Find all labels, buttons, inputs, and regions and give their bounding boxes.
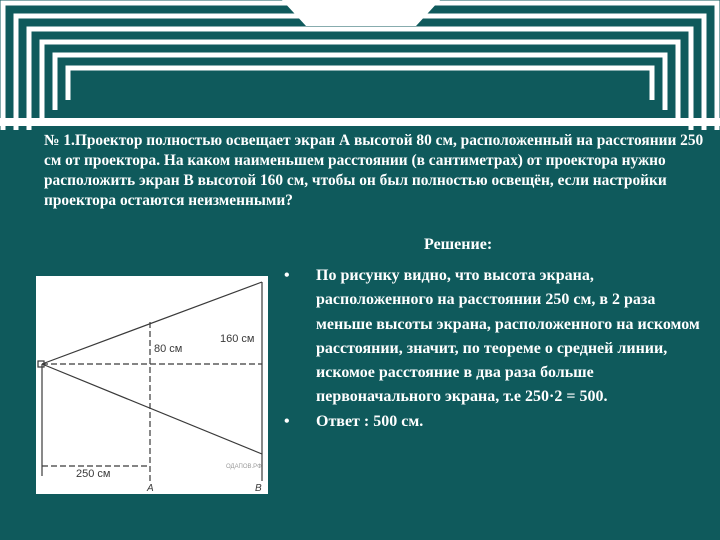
bullet-icon: •	[284, 412, 290, 430]
frame-line-5	[55, 55, 665, 110]
figure-background	[36, 276, 268, 494]
label-160cm: 160 см	[220, 333, 255, 345]
label-b: B	[255, 483, 262, 494]
projector-diagram	[36, 276, 268, 494]
solution-answer	[284, 410, 704, 434]
bullet-icon: •	[284, 267, 290, 284]
frame-bottom-bar	[0, 118, 720, 126]
solution-title: Решение:	[424, 236, 493, 253]
frame-line-2	[16, 16, 704, 130]
frame-top-trapezoid	[282, 0, 440, 26]
problem-statement: № 1.Проектор полностью освещает экран А высотой 80 см, расположенный на расстоянии 250 см от проектора. На каком наименьшем расстоянии (в сантиметрах) от проектора нужно расположить экран В высотой 160 см, чтобы он был полностью освещён, если настройки проектора остаются неизменными?	[44, 132, 704, 209]
watermark: ОДАПОВ.РФ	[226, 464, 262, 470]
label-250cm: 250 см	[76, 468, 111, 480]
label-80cm: 80 см	[154, 343, 183, 355]
solution-list	[284, 264, 704, 434]
solution-step	[284, 264, 704, 410]
solution-step-text: По рисунку видно, что высота экрана, расположенного на расстоянии 250 см, в 2 раза меньше высоты экрана, расположенного на искомом расстоянии, значит, по теореме о средней линии, искомое расстояние в два раза больше первоначального экрана, т.е 250·2 = 500.	[316, 267, 700, 406]
label-a: A	[147, 483, 154, 494]
frame-line-6	[68, 68, 652, 100]
solution-answer-text: Ответ : 500 см.	[316, 412, 424, 430]
